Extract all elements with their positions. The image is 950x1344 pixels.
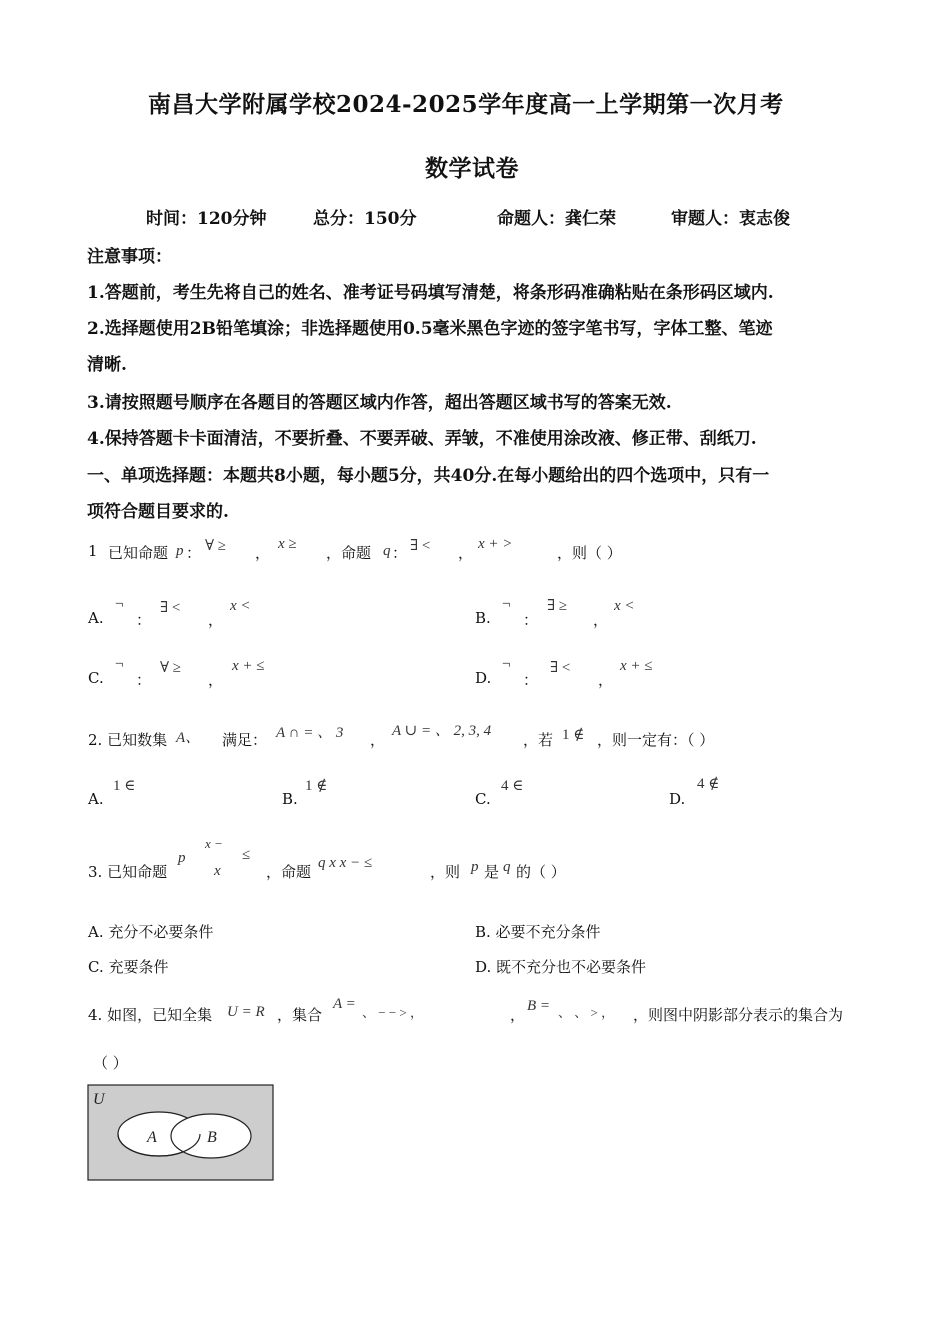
q1-option-a-neg: ¬	[115, 596, 124, 612]
q1-option-d-f1: ∃ <	[550, 660, 571, 676]
q1-formula-3: ∃ <	[410, 538, 431, 554]
q1-text-2: ，命题	[326, 544, 372, 562]
q3-option-c[interactable]: C. 充要条件	[88, 958, 169, 976]
q1-option-c-label[interactable]: C.	[88, 669, 104, 687]
section-1-line1: 一、单项选择题：本题共8小题，每小题5分，共40分.在每小题给出的四个选项中，只有一	[87, 466, 770, 486]
section-1-line2: 项符合题目要求的.	[87, 502, 229, 522]
notice-heading: 注意事项：	[87, 247, 172, 267]
q2-text-1: 2. 已知数集	[88, 731, 168, 749]
q1-option-d-label[interactable]: D.	[475, 669, 492, 687]
q3-text-5: 的（ ）	[516, 863, 566, 881]
q3-text-1: 3. 已知命题	[88, 863, 168, 881]
q1-option-a-label[interactable]: A.	[88, 609, 104, 627]
q2-option-d-f: 4 ∉	[697, 776, 720, 792]
q2-text-3: ，若	[523, 731, 554, 749]
q2-text-2: 满足：	[222, 731, 268, 749]
notice-item-1: 1.答题前，考生先将自己的姓名、准考证号码填写清楚，将条形码准确粘贴在条形码区域内.	[87, 283, 774, 303]
q1-option-c-comma: ，	[208, 671, 224, 689]
q3-q-ref: q	[503, 859, 511, 875]
q1-formula-2: x ≥	[278, 536, 297, 552]
q3-frac-numerator: x −	[205, 836, 223, 851]
q2-formula-4: 1 ∉	[562, 727, 585, 743]
q1-option-d-neg: ¬	[502, 656, 511, 672]
q1-formula-1: ∀ ≥	[205, 538, 227, 554]
q4-formula-u: U = R	[227, 1004, 265, 1020]
q4-formula-b-body: 、 、 > ，	[558, 1005, 615, 1020]
q1-option-c-f2: x + ≤	[232, 658, 265, 674]
q4-answer-paren: （ ）	[93, 1054, 128, 1072]
q1-option-b-f2: x <	[614, 598, 635, 614]
q3-p-label: p	[178, 850, 186, 866]
q1-option-d-f2: x + ≤	[620, 658, 653, 674]
q2-text-4: ，则一定有：（ ）	[597, 731, 715, 749]
q2-option-b-f: 1 ∉	[305, 778, 328, 794]
q1-option-d-comma: ，	[598, 671, 614, 689]
q4-text-1: 4. 如图，已知全集	[88, 1006, 213, 1024]
q3-leq: ≤	[242, 847, 251, 863]
q3-frac-denominator: x	[214, 863, 221, 879]
venn-label-b: B	[207, 1129, 217, 1146]
q3-text-2: ，命题	[266, 863, 312, 881]
q2-option-c-f: 4 ∈	[501, 778, 524, 794]
q1-colon-q: ：	[392, 544, 408, 562]
venn-label-u: U	[93, 1091, 105, 1108]
q2-option-a-label[interactable]: A.	[88, 790, 104, 808]
q3-option-b[interactable]: B. 必要不充分条件	[475, 923, 601, 941]
q1-number: 1	[88, 542, 98, 560]
q3-formula-q: q x x − ≤	[318, 855, 373, 871]
q1-option-b-label[interactable]: B.	[475, 609, 491, 627]
q3-p-ref: p	[471, 859, 479, 875]
q1-option-b-comma: ，	[593, 611, 609, 629]
q2-option-c-label[interactable]: C.	[475, 790, 491, 808]
q1-option-b-colon: ：	[523, 611, 539, 629]
notice-item-2b: 清晰.	[87, 355, 127, 375]
q1-option-c-neg: ¬	[115, 656, 124, 672]
q4-text-2: ，集合	[277, 1006, 323, 1024]
q3-text-3: ，则	[430, 863, 461, 881]
q1-option-a-f2: x <	[230, 598, 251, 614]
q1-option-d-colon: ：	[523, 671, 539, 689]
q4-formula-a-body: 、 − − > ，	[362, 1005, 423, 1020]
q2-comma: ，	[370, 731, 386, 749]
q1-option-b-f1: ∃ ≥	[547, 598, 568, 614]
q1-option-c-colon: ：	[136, 671, 152, 689]
q2-formula-2: A ∩ = 、 3	[276, 725, 344, 741]
q1-text-3: ，则（ ）	[557, 544, 622, 562]
q4-formula-a-head: A =	[333, 996, 356, 1012]
q2-formula-1: A、	[176, 730, 201, 746]
q1-option-b-neg: ¬	[502, 596, 511, 612]
q2-formula-3: A ∪ = 、 2, 3, 4	[392, 723, 492, 739]
q1-option-a-f1: ∃ <	[160, 600, 181, 616]
q1-option-c-f1: ∀ ≥	[160, 660, 182, 676]
q1-q: q	[383, 543, 391, 559]
notice-item-2a: 2.选择题使用2B铅笔填涂；非选择题使用0.5毫米黑色字迹的签字笔书写，字体工整、笔迹	[87, 319, 773, 339]
exam-reviewer: 审题人：衷志俊	[671, 209, 790, 229]
q1-comma-2: ，	[458, 544, 474, 562]
exam-author: 命题人：龚仁荣	[497, 209, 616, 229]
q4-comma: ，	[510, 1006, 526, 1024]
q2-option-a-f: 1 ∈	[113, 778, 136, 794]
q1-p: p	[176, 543, 184, 559]
q1-text-1: 已知命题	[108, 544, 169, 562]
q1-comma: ，	[255, 544, 271, 562]
q3-option-d[interactable]: D. 既不充分也不必要条件	[475, 958, 647, 976]
exam-time: 时间：120分钟	[146, 209, 267, 229]
q1-option-a-colon: ：	[136, 611, 152, 629]
notice-item-4: 4.保持答题卡卡面清洁，不要折叠、不要弄破、弄皱，不准使用涂改液、修正带、刮纸刀.	[87, 429, 757, 449]
q1-option-a-comma: ，	[208, 611, 224, 629]
q4-formula-b-head: B =	[527, 998, 551, 1014]
q1-colon-p: ：	[186, 544, 202, 562]
q1-formula-4: x + >	[478, 536, 513, 552]
q4-text-3: ，则图中阴影部分表示的集合为	[633, 1006, 844, 1024]
q2-option-b-label[interactable]: B.	[282, 790, 298, 808]
exam-title-line2: 数学试卷	[425, 155, 519, 182]
venn-label-a: A	[147, 1129, 157, 1146]
q2-option-d-label[interactable]: D.	[669, 790, 686, 808]
q3-text-4: 是	[484, 863, 500, 881]
venn-diagram	[87, 1084, 275, 1182]
notice-item-3: 3.请按照题号顺序在各题目的答题区域内作答，超出答题区域书写的答案无效.	[87, 393, 672, 413]
q3-option-a[interactable]: A. 充分不必要条件	[88, 923, 214, 941]
exam-title-line1: 南昌大学附属学校2024-2025学年度高一上学期第一次月考	[148, 91, 784, 118]
exam-total-score: 总分：150分	[313, 209, 417, 229]
